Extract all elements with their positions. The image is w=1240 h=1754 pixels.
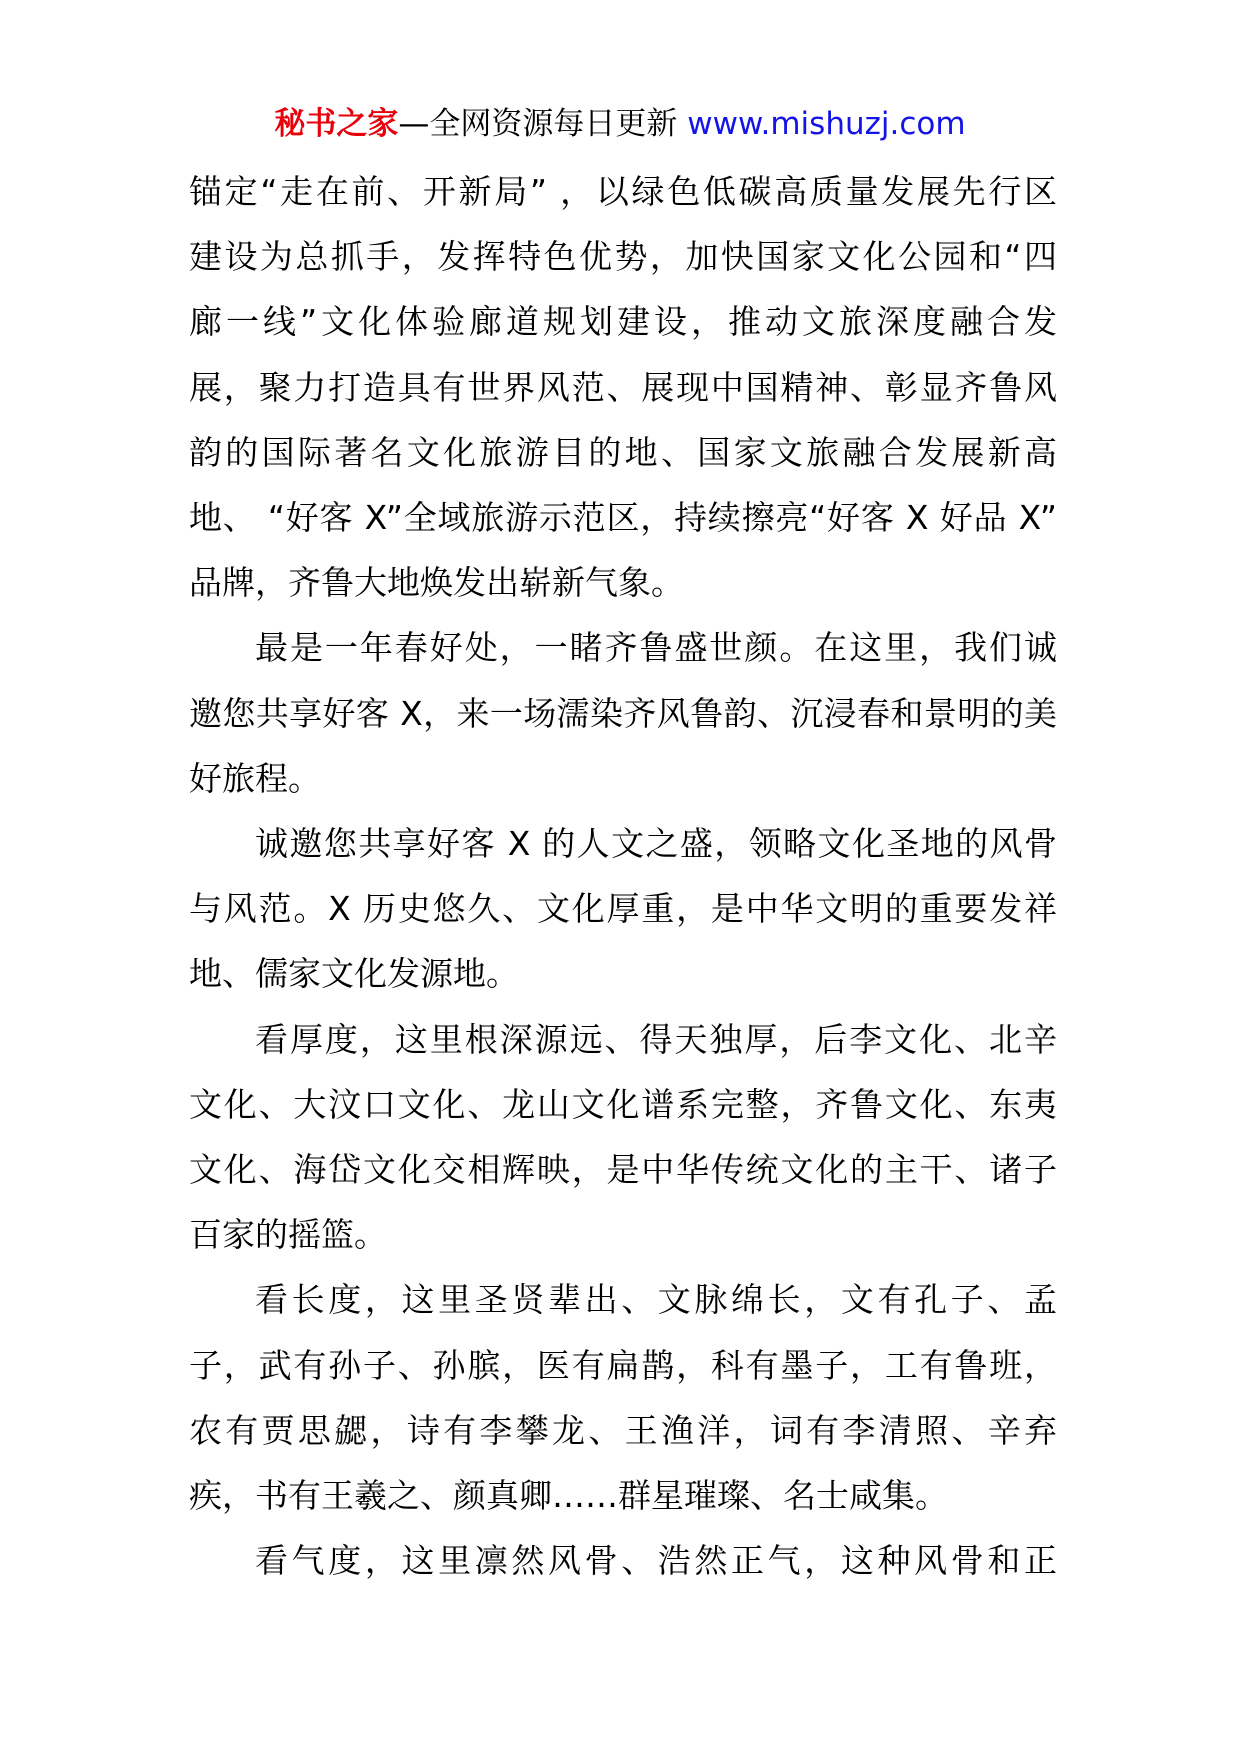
header-brand: 秘书之家 <box>274 106 399 142</box>
paragraph <box>189 1528 1057 1593</box>
text-line: 廊一线”文化体验廊道规划建设，推动文旅深度融合发 <box>189 302 1057 342</box>
paragraph <box>189 159 1057 615</box>
text-line: 农有贾思勰，诗有李攀龙、王渔洋，词有李清照、辛弃 <box>189 1410 1057 1450</box>
paragraph <box>189 615 1057 811</box>
text-line: 邀您共享好客 X，来一场濡染齐风鲁韵、沉浸春和景明的美 <box>189 693 1057 733</box>
text-line: 看长度，这里圣贤辈出、文脉绵长，文有孔子、孟 <box>255 1280 1057 1320</box>
text-line: 看气度，这里凛然风骨、浩然正气，这种风骨和正 <box>255 1541 1057 1581</box>
text-line: 最是一年春好处，一睹齐鲁盛世颜。在这里，我们诚 <box>255 628 1057 668</box>
page-header <box>0 101 1240 147</box>
text-line: 好旅程。 <box>189 758 321 798</box>
paragraph <box>189 1267 1057 1528</box>
text-line: 展，聚力打造具有世界风范、展现中国精神、彰显齐鲁风 <box>189 367 1057 407</box>
text-line: 锚定“走在前、开新局” ，以绿色低碳高质量发展先行区 <box>189 172 1057 211</box>
text-line: 地、儒家文化发源地。 <box>189 954 519 994</box>
text-line: 品牌，齐鲁大地焕发出崭新气象。 <box>189 563 684 603</box>
paragraph <box>189 811 1057 1007</box>
paragraph <box>189 1007 1057 1268</box>
text-line: 地、 “好客 X”全域旅游示范区，持续擦亮“好客 X 好品 X” <box>189 498 1057 538</box>
text-line: 文化、海岱文化交相辉映，是中华传统文化的主干、诸子 <box>189 1150 1057 1190</box>
text-line: 与风范。X 历史悠久、文化厚重，是中华文明的重要发祥 <box>189 889 1057 929</box>
text-line: 诚邀您共享好客 X 的人文之盛，领略文化圣地的风骨 <box>255 824 1057 864</box>
header-url-link[interactable]: www.mishuzj.com <box>687 106 966 142</box>
text-line: 文化、大汶口文化、龙山文化谱系完整，齐鲁文化、东夷 <box>189 1084 1057 1124</box>
text-line: 百家的摇篮。 <box>189 1215 387 1255</box>
text-line: 看厚度，这里根深源远、得天独厚，后李文化、北辛 <box>255 1019 1057 1059</box>
header-tagline: —全网资源每日更新 <box>398 106 688 142</box>
document-body <box>189 159 1057 1593</box>
text-line: 子，武有孙子、孙膑，医有扁鹊，科有墨子，工有鲁班， <box>189 1345 1057 1385</box>
text-line: 疾，书有王羲之、颜真卿……群星璀璨、名士咸集。 <box>189 1476 948 1516</box>
text-line: 韵的国际著名文化旅游目的地、国家文旅融合发展新高 <box>189 432 1057 472</box>
text-line: 建设为总抓手，发挥特色优势，加快国家文化公园和“四 <box>189 237 1057 277</box>
